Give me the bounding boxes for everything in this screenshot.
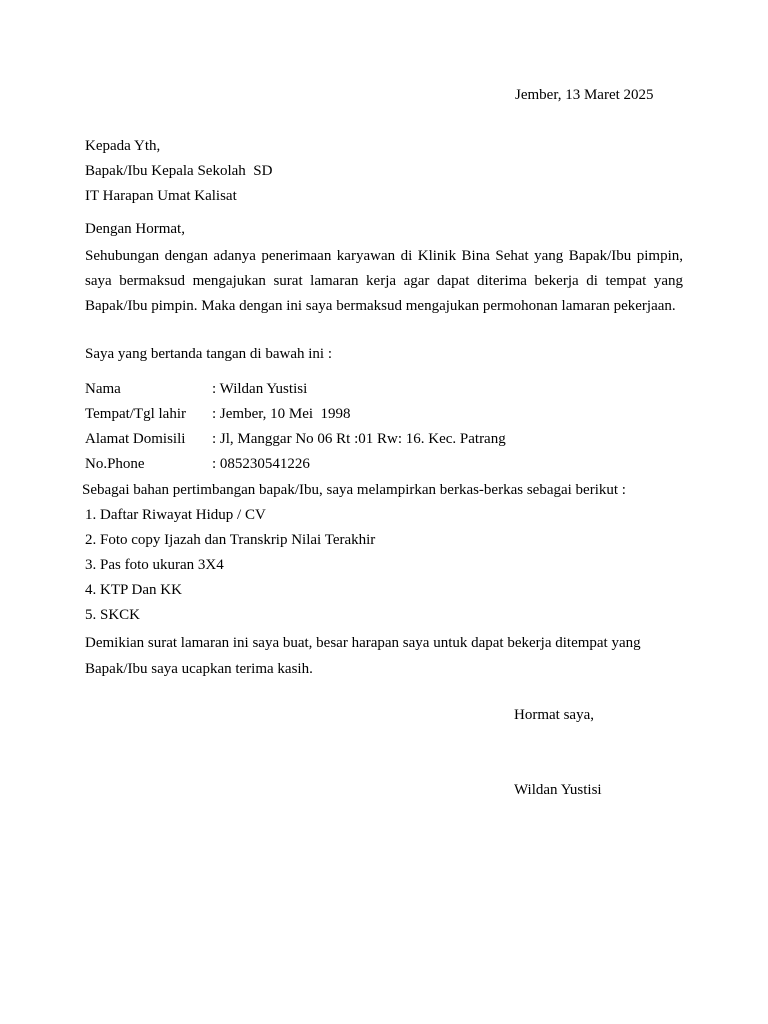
detail-value-phone: : 085230541226 [212, 456, 310, 472]
detail-label-name: Nama [85, 381, 121, 397]
detail-value-birth: : Jember, 10 Mei 1998 [212, 406, 351, 422]
attachment-item: 2. Foto copy Ijazah dan Transkrip Nilai Terakhir [85, 532, 376, 548]
attachment-item: 4. KTP Dan KK [85, 582, 182, 598]
detail-label-phone: No.Phone [85, 456, 145, 472]
attachment-item: 5. SKCK [85, 607, 141, 623]
letter-date: Jember, 13 Maret 2025 [515, 87, 654, 103]
attachment-item: 1. Daftar Riwayat Hidup / CV [85, 507, 266, 523]
greeting: Dengan Hormat, [85, 221, 185, 237]
detail-label-address: Alamat Domisili [85, 431, 186, 447]
detail-label-birth: Tempat/Tgl lahir [85, 406, 187, 422]
attachments-lead: Sebagai bahan pertimbangan bapak/Ibu, saya melampirkan berkas-berkas sebagai berikut : [82, 482, 626, 498]
body-paragraph: Sehubungan dengan adanya penerimaan karyawan di Klinik Bina Sehat yang Bapak/Ibu pimpin, saya bermaksud mengajukan surat lamaran kerja agar dapat diterima bekerja di tempat yang Bapak/Ibu pimpin. Maka dengan ini saya bermaksud mengajukan permohonan lamaran pekerjaan. [85, 248, 683, 314]
signer-name: Wildan Yustisi [514, 782, 602, 798]
recipient-line-2: Bapak/Ibu Kepala Sekolah SD [85, 163, 273, 179]
detail-value-name: : Wildan Yustisi [212, 381, 308, 397]
recipient-line-1: Kepada Yth, [85, 138, 161, 154]
recipient-line-3: IT Harapan Umat Kalisat [85, 188, 237, 204]
attachment-item: 3. Pas foto ukuran 3X4 [85, 557, 224, 573]
intro-line: Saya yang bertanda tangan di bawah ini : [85, 346, 333, 362]
closing-paragraph: Demikian surat lamaran ini saya buat, besar harapan saya untuk dapat bekerja ditempat yang Bapak/Ibu saya ucapkan terima kasih. [85, 635, 641, 677]
detail-value-address: : Jl, Manggar No 06 Rt :01 Rw: 16. Kec. Patrang [212, 431, 506, 447]
signoff: Hormat saya, [514, 707, 594, 723]
